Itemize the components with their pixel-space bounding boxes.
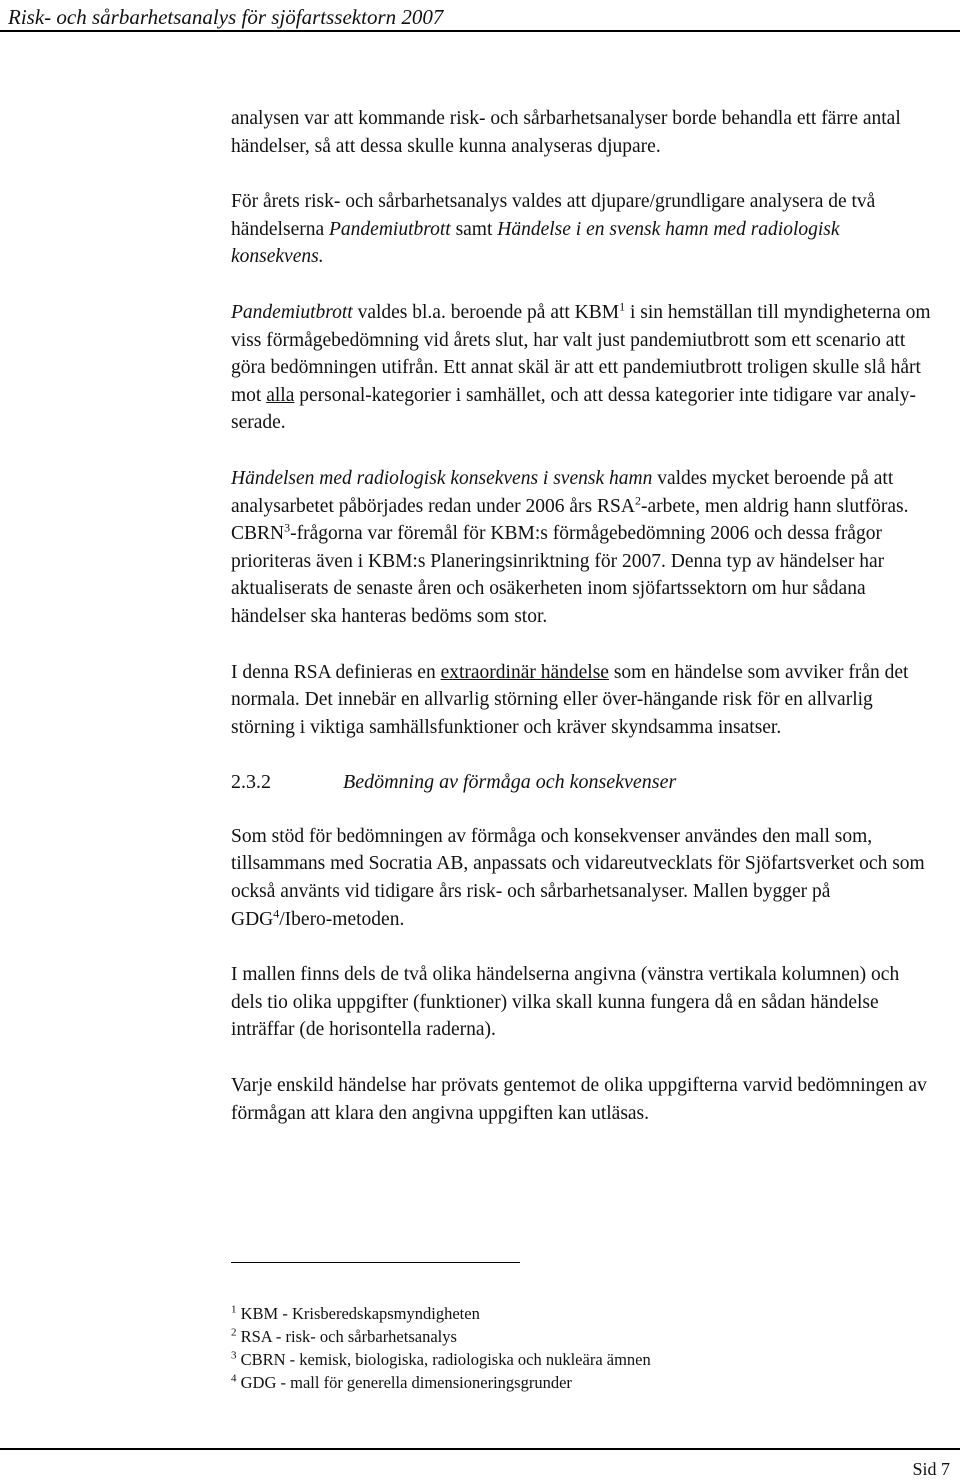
footnote: $^2$ RSA - risk- och sårbarhetsanalys bbox=[231, 1326, 457, 1346]
footnote: $^1$ KBM - Krisberedskapsmyndigheten bbox=[231, 1303, 480, 1323]
paragraph-7: I mallen finns dels de två olika händelserna angivna (vänstra vertikala kolumnen) och dels tio olika uppgifter (funktioner) vilka skall kunna fungera då en sådan händelse inträffar (de horisontella raderna). bbox=[231, 964, 900, 1041]
paragraph-5: I denna RSA definieras en extraordinär händelse som en händelse som avviker från det normala. Det innebär en allvarlig störning eller över-hängande risk för en allvarlig störning i viktiga samhällsfunktioner och kräver skyndsamma insatser. bbox=[231, 661, 909, 738]
page-header bbox=[0, 0, 960, 32]
footnote-ref-1: 1 bbox=[619, 299, 626, 314]
footnote: $^3$ CBRN - kemisk, biologiska, radiologiska och nukleära ämnen bbox=[231, 1349, 651, 1369]
section-title: Bedömning av förmåga och konsekvenser bbox=[343, 771, 677, 794]
document-title: Risk- och sårbarhetsanalys för sjöfartssektorn 2007 bbox=[8, 5, 444, 29]
body-text bbox=[231, 105, 931, 1155]
footnote: $^4$ GDG - mall för generella dimensioneringsgrunder bbox=[231, 1372, 572, 1392]
paragraph-3: Pandemiutbrott valdes bl.a. beroende på att KBM$^1$ i sin hemställan till myndigheterna om viss förmågebedömning vid årets slut, har valt just pandemiutbrott som ett scenario att göra bedömningen utifrån. Ett annat skäl är att ett pandemiutbrott troligen skulle slå hårt mot alla personal-kategorier i samhället, och att dessa kategorier inte tidigare var analy-serade. bbox=[231, 299, 931, 434]
paragraph-2: För årets risk- och sårbarhetsanalys valdes att djupare/grundligare analysera de två händelserna Pandemiutbrott samt Händelse i en svensk hamn med radiologisk konsekvens. bbox=[231, 191, 876, 268]
section-heading bbox=[231, 769, 931, 797]
paragraph-1: analysen var att kommande risk- och sårbarhetsanalyser borde behandla ett färre antal händelser, så att dessa skulle kunna analyseras djupare. bbox=[231, 108, 901, 157]
paragraph-6: Som stöd för bedömningen av förmåga och konsekvenser användes den mall som, tillsammans med Socratia AB, anpassats och vidareutvecklats för Sjöfartsverket och som också använts vid tidigare års risk- och sårbarhetsanalyser. Mallen bygger på GDG$^4$/Ibero-metoden. bbox=[231, 825, 925, 930]
paragraph-4: Händelsen med radiologisk konsekvens i svensk hamn valdes mycket beroende på att analysarbetet påbörjades redan under 2006 års RSA$^2$-arbete, men aldrig hann slutföras. CBRN$^3$-frågorna var föremål för KBM:s förmågebedömning 2006 och dessa frågor prioriteras även i KBM:s Planeringsinriktning för 2007. Denna typ av händelser har aktualiserats de senaste åren och osäkerheten inom sjöfartssektorn om hur sådana händelser ska hanteras bedöms som stor. bbox=[231, 467, 909, 627]
footnote-ref-4: 4 bbox=[273, 906, 280, 921]
page-footer bbox=[0, 1448, 960, 1480]
page-number: Sid 7 bbox=[912, 1459, 950, 1479]
footnote-ref-2: 2 bbox=[634, 493, 641, 508]
footnote-separator bbox=[231, 1262, 520, 1263]
footnote-ref-3: 3 bbox=[284, 520, 291, 535]
paragraph-8: Varje enskild händelse har prövats gentemot de olika uppgifterna varvid bedömningen av förmågan att klara den angivna uppgiften kan utläsas. bbox=[231, 1075, 927, 1124]
section-number: 2.3.2 bbox=[231, 771, 271, 794]
footnotes bbox=[231, 1302, 931, 1394]
